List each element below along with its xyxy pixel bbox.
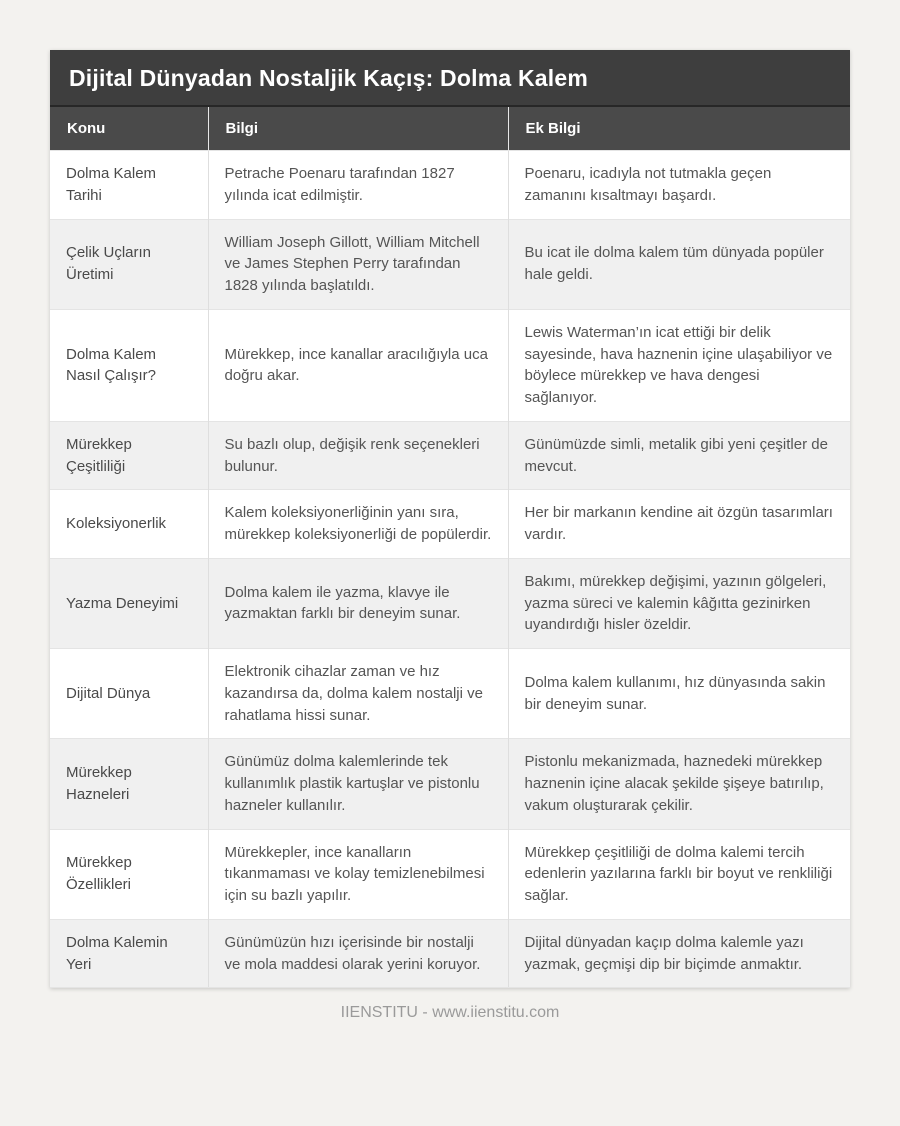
cell-ek-bilgi: Poenaru, icadıyla not tutmakla geçen zamanını kısaltmayı başardı. xyxy=(508,151,850,220)
cell-konu: Mürekkep Özellikleri xyxy=(50,829,208,919)
column-header-ek-bilgi: Ek Bilgi xyxy=(508,107,850,151)
table-row xyxy=(50,739,850,829)
cell-bilgi: Günümüz dolma kalemlerinde tek kullanımlık plastik kartuşlar ve pistonlu hazneler kullanılır. xyxy=(208,739,508,829)
cell-bilgi: Mürekkep, ince kanallar aracılığıyla uca doğru akar. xyxy=(208,309,508,421)
cell-konu: Dolma Kalem Nasıl Çalışır? xyxy=(50,309,208,421)
column-header-konu: Konu xyxy=(50,107,208,151)
table-row xyxy=(50,421,850,490)
table-row xyxy=(50,919,850,988)
cell-konu: Mürekkep Çeşitliliği xyxy=(50,421,208,490)
table-row xyxy=(50,151,850,220)
cell-bilgi: Elektronik cihazlar zaman ve hız kazandırsa da, dolma kalem nostalji ve rahatlama hissi sunar. xyxy=(208,649,508,739)
cell-konu: Çelik Uçların Üretimi xyxy=(50,219,208,309)
cell-bilgi: Kalem koleksiyonerliğinin yanı sıra, mürekkep koleksiyonerliği de popülerdir. xyxy=(208,490,508,559)
content-card xyxy=(50,50,850,988)
cell-ek-bilgi: Dolma kalem kullanımı, hız dünyasında sakin bir deneyim sunar. xyxy=(508,649,850,739)
cell-konu: Mürekkep Hazneleri xyxy=(50,739,208,829)
cell-konu: Dolma Kalemin Yeri xyxy=(50,919,208,988)
info-table xyxy=(50,107,850,988)
cell-konu: Yazma Deneyimi xyxy=(50,558,208,648)
cell-bilgi: William Joseph Gillott, William Mitchell ve James Stephen Perry tarafından 1828 yılında başlatıldı. xyxy=(208,219,508,309)
cell-bilgi: Su bazlı olup, değişik renk seçenekleri bulunur. xyxy=(208,421,508,490)
cell-ek-bilgi: Her bir markanın kendine ait özgün tasarımları vardır. xyxy=(508,490,850,559)
cell-ek-bilgi: Bu icat ile dolma kalem tüm dünyada popüler hale geldi. xyxy=(508,219,850,309)
column-header-bilgi: Bilgi xyxy=(208,107,508,151)
cell-konu: Koleksiyonerlik xyxy=(50,490,208,559)
table-header-row xyxy=(50,107,850,151)
cell-ek-bilgi: Dijital dünyadan kaçıp dolma kalemle yazı yazmak, geçmişi dip bir biçimde anmaktır. xyxy=(508,919,850,988)
table-header xyxy=(50,107,850,151)
cell-ek-bilgi: Pistonlu mekanizmada, haznedeki mürekkep haznenin içine alacak şekilde şişeye batırılıp, vakum oluşturarak çekilir. xyxy=(508,739,850,829)
table-row xyxy=(50,309,850,421)
table-row xyxy=(50,829,850,919)
cell-ek-bilgi: Günümüzde simli, metalik gibi yeni çeşitler de mevcut. xyxy=(508,421,850,490)
cell-bilgi: Günümüzün hızı içerisinde bir nostalji ve mola maddesi olarak yerini koruyor. xyxy=(208,919,508,988)
cell-ek-bilgi: Lewis Waterman’ın icat ettiği bir delik sayesinde, hava haznenin içine ulaşabiliyor ve böylece mürekkep ve hava dengesi sağlanıyor. xyxy=(508,309,850,421)
table-row xyxy=(50,219,850,309)
table-row xyxy=(50,649,850,739)
cell-bilgi: Petrache Poenaru tarafından 1827 yılında icat edilmiştir. xyxy=(208,151,508,220)
cell-ek-bilgi: Bakımı, mürekkep değişimi, yazının gölgeleri, yazma süreci ve kalemin kâğıtta gezinirken uyandırdığı hisler özeldir. xyxy=(508,558,850,648)
table-body xyxy=(50,151,850,988)
cell-konu: Dijital Dünya xyxy=(50,649,208,739)
cell-bilgi: Mürekkepler, ince kanalların tıkanmaması ve kolay temizlenebilmesi için su bazlı yapılır. xyxy=(208,829,508,919)
page-title: Dijital Dünyadan Nostaljik Kaçış: Dolma Kalem xyxy=(50,50,850,107)
table-row xyxy=(50,490,850,559)
table-row xyxy=(50,558,850,648)
cell-bilgi: Dolma kalem ile yazma, klavye ile yazmaktan farklı bir deneyim sunar. xyxy=(208,558,508,648)
cell-konu: Dolma Kalem Tarihi xyxy=(50,151,208,220)
footer-credit: IIENSTITU - www.iienstitu.com xyxy=(340,1004,560,1022)
cell-ek-bilgi: Mürekkep çeşitliliği de dolma kalemi tercih edenlerin yazılarına farklı bir boyut ve renkliliği sağlar. xyxy=(508,829,850,919)
